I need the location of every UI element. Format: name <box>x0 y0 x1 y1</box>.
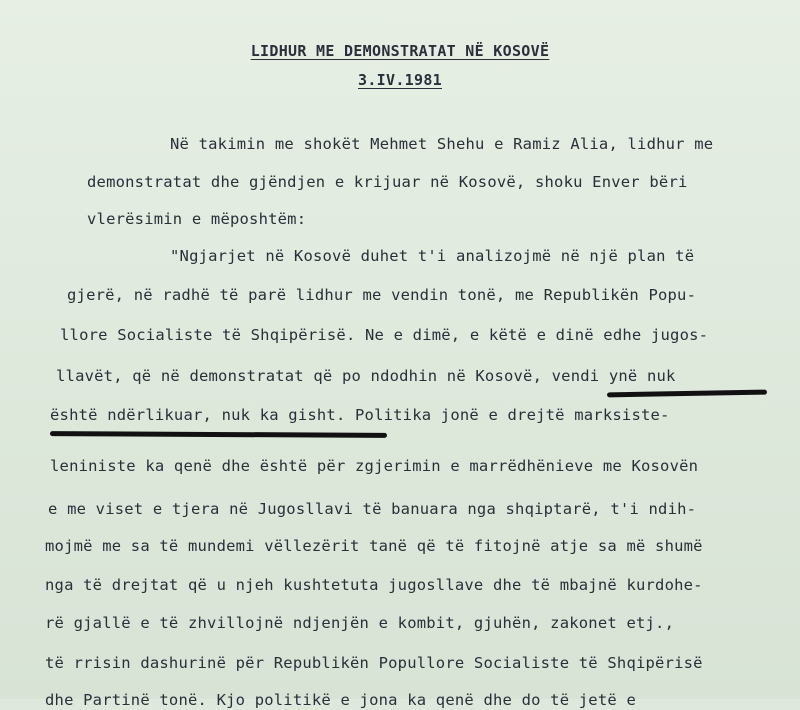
document-date <box>0 71 800 89</box>
text-line: llavët, që në demonstratat që po ndodhin në Kosovë, vendi ynë nuk <box>56 367 676 385</box>
document-date-text: 3.IV.1981 <box>358 71 442 89</box>
text-line: është ndërlikuar, nuk ka gisht. Politika jonë e drejtë marksiste- <box>50 406 670 424</box>
text-line: rë gjallë e të zhvillojnë ndjenjën e kombit, gjuhën, zakonet etj., <box>45 614 675 632</box>
text-line: "Ngjarjet në Kosovë duhet t'i analizojmë në një plan të <box>170 247 695 265</box>
document-title <box>0 42 800 60</box>
text-line: të rrisin dashurinë për Republikën Popullore Socialiste të Shqipërisë <box>45 654 703 672</box>
text-line: gjerë, në radhë të parë lidhur me vendin tonë, me Republikën Popu- <box>67 286 697 304</box>
handwritten-underline-mark <box>50 431 387 438</box>
text-line: Në takimin me shokët Mehmet Shehu e Ramiz Alia, lidhur me <box>170 135 714 153</box>
text-line: vlerësimin e mëposhtëm: <box>87 210 307 228</box>
text-line: llore Socialiste të Shqipërisë. Ne e dimë, e këtë e dinë edhe jugos- <box>60 326 709 344</box>
text-line: nga të drejtat që u njeh kushtetuta jugosllave dhe të mbajnë kurdohe- <box>45 576 703 594</box>
text-line: mojmë me sa të mundemi vëllezërit tanë që të fitojnë atje sa më shumë <box>45 537 703 555</box>
text-line: leniniste ka qenë dhe është për zgjerimin e marrëdhënieve me Kosovën <box>50 457 699 475</box>
text-line: demonstratat dhe gjëndjen e krijuar në Kosovë, shoku Enver bëri <box>87 173 688 191</box>
document-title-text: LIDHUR ME DEMONSTRATAT NË KOSOVË <box>250 42 550 60</box>
text-line: dhe Partinë tonë. Kjo politikë e jona ka qenë dhe do të jetë e <box>45 691 636 709</box>
text-line: e me viset e tjera në Jugosllavi të banuara nga shqiptarë, t'i ndih- <box>48 500 697 518</box>
handwritten-underline-mark <box>607 390 767 398</box>
